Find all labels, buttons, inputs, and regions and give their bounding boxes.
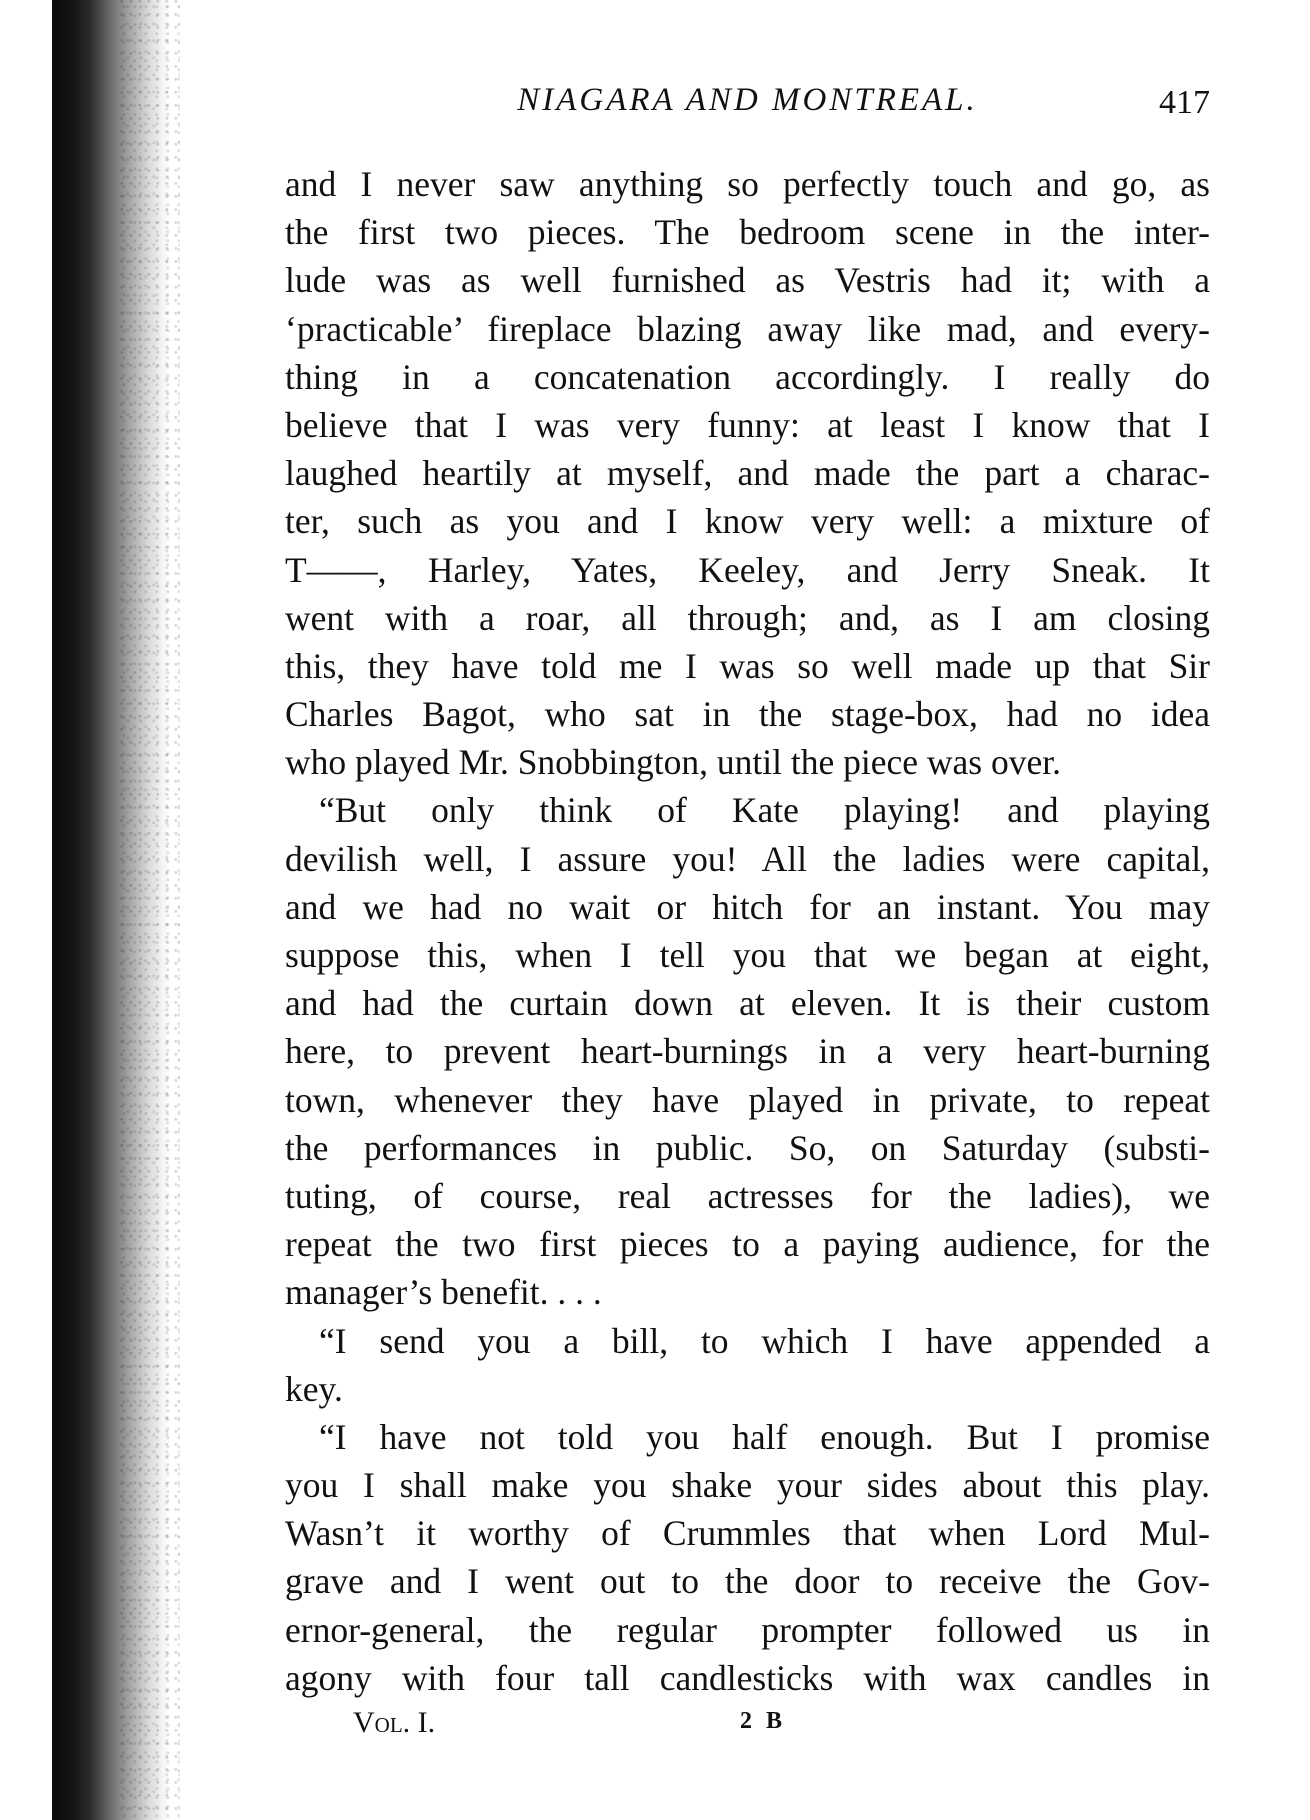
text-line: went with a roar, all through; and, as I am closing <box>285 597 1210 638</box>
text-line: this, they have told me I was so well made up that Sir <box>285 645 1210 686</box>
body-text <box>285 160 1210 1702</box>
text-line: grave and I went out to the door to receive the Gov- <box>285 1561 1210 1602</box>
text-line: here, to prevent heart-burnings in a very heart-burning <box>285 1031 1210 1072</box>
text-line: ‘practicable’ fireplace blazing away like mad, and every- <box>285 308 1210 349</box>
signature-mark: 2 B <box>740 1708 787 1734</box>
text-line: suppose this, when I tell you that we began at eight, <box>285 935 1210 975</box>
text-line: Wasn’t it worthy of Crummles that when Lord Mul- <box>285 1513 1210 1554</box>
text-line: and had the curtain down at eleven. It is their custom <box>285 983 1210 1024</box>
text-line: and I never saw anything so perfectly touch and go, as <box>285 164 1210 204</box>
text-line: the first two pieces. The bedroom scene in the inter- <box>285 212 1210 253</box>
text-line: T——, Harley, Yates, Keeley, and Jerry Sneak. It <box>285 549 1210 590</box>
page-footer <box>285 1706 1210 1746</box>
text-line: devilish well, I assure you! All the ladies were capital, <box>285 838 1210 879</box>
gutter-speckle <box>120 0 180 1820</box>
text-line: the performances in public. So, on Saturday (substi- <box>285 1127 1210 1168</box>
text-line: key. <box>285 1368 343 1409</box>
text-line: “I send you a bill, to which I have appended a <box>319 1320 1210 1361</box>
text-line: who played Mr. Snobbington, until the piece was over. <box>285 742 1061 783</box>
text-line: “But only think of Kate playing! and playing <box>319 790 1210 831</box>
text-line: ter, such as you and I know very well: a mixture of <box>285 501 1210 542</box>
running-title: NIAGARA AND MONTREAL. <box>517 82 978 118</box>
book-page <box>285 78 1210 1746</box>
volume-label: Vol. I. <box>353 1706 436 1739</box>
running-head <box>285 78 1210 126</box>
text-line: lude was as well furnished as Vestris had it; with a <box>285 260 1210 301</box>
text-line: laughed heartily at myself, and made the part a charac- <box>285 453 1210 494</box>
text-line: ernor-general, the regular prompter followed us in <box>285 1609 1210 1650</box>
page-number: 417 <box>1159 84 1210 121</box>
text-line: and we had no wait or hitch for an instant. You may <box>285 886 1210 927</box>
text-line: believe that I was very funny: at least I know that I <box>285 404 1210 445</box>
text-line: “I have not told you half enough. But I promise <box>319 1416 1210 1457</box>
text-line: thing in a concatenation accordingly. I really do <box>285 356 1210 397</box>
text-line: agony with four tall candlesticks with wax candles in <box>285 1657 1210 1698</box>
text-line: you I shall make you shake your sides about this play. <box>285 1465 1210 1506</box>
text-line: town, whenever they have played in private, to repeat <box>285 1079 1210 1120</box>
text-line: Charles Bagot, who sat in the stage-box, had no idea <box>285 694 1210 735</box>
text-line: tuting, of course, real actresses for the ladies), we <box>285 1175 1210 1216</box>
text-line: manager’s benefit. . . . <box>285 1272 602 1313</box>
text-line: repeat the two first pieces to a paying audience, for the <box>285 1224 1210 1265</box>
